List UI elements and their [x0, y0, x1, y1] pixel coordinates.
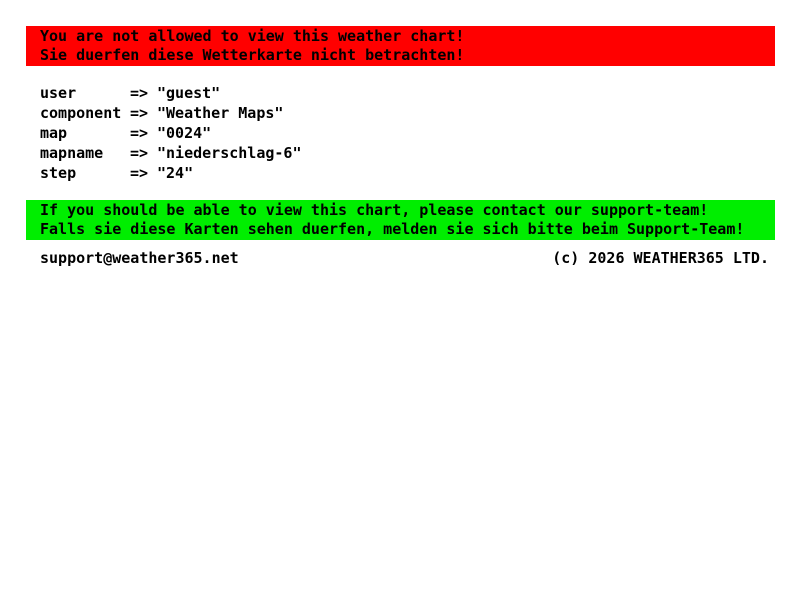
detail-arrow: => — [130, 124, 149, 142]
error-line-german: Sie duerfen diese Wetterkarte nicht betrachten! — [40, 46, 465, 64]
info-line-english: If you should be able to view this chart, please contact our support-team! — [40, 201, 709, 219]
detail-value: "Weather Maps" — [157, 104, 284, 122]
detail-key: step — [40, 164, 77, 182]
error-banner — [26, 26, 775, 66]
detail-arrow: => — [130, 164, 149, 182]
support-email: support@weather365.net — [40, 249, 239, 267]
detail-value: "guest" — [157, 84, 221, 102]
detail-key: mapname — [40, 144, 104, 162]
info-line-german: Falls sie diese Karten sehen duerfen, melden sie sich bitte beim Support-Team! — [40, 220, 745, 238]
detail-arrow: => — [130, 104, 149, 122]
detail-value: "24" — [157, 164, 194, 182]
detail-arrow: => — [130, 84, 149, 102]
detail-row-step — [40, 163, 302, 183]
detail-arrow: => — [130, 144, 149, 162]
detail-key: user — [40, 84, 77, 102]
support-info-banner — [26, 200, 775, 240]
detail-key: component — [40, 104, 122, 122]
detail-value: "0024" — [157, 124, 212, 142]
detail-value: "niederschlag-6" — [157, 144, 302, 162]
detail-key: map — [40, 124, 68, 142]
copyright-text: (c) 2026 WEATHER365 LTD. — [552, 249, 769, 267]
error-line-english: You are not allowed to view this weather chart! — [40, 27, 465, 45]
detail-row-map — [40, 123, 302, 143]
detail-row-component — [40, 103, 302, 123]
detail-row-mapname — [40, 143, 302, 163]
detail-row-user — [40, 83, 302, 103]
footer — [40, 249, 769, 267]
request-details — [40, 83, 302, 183]
